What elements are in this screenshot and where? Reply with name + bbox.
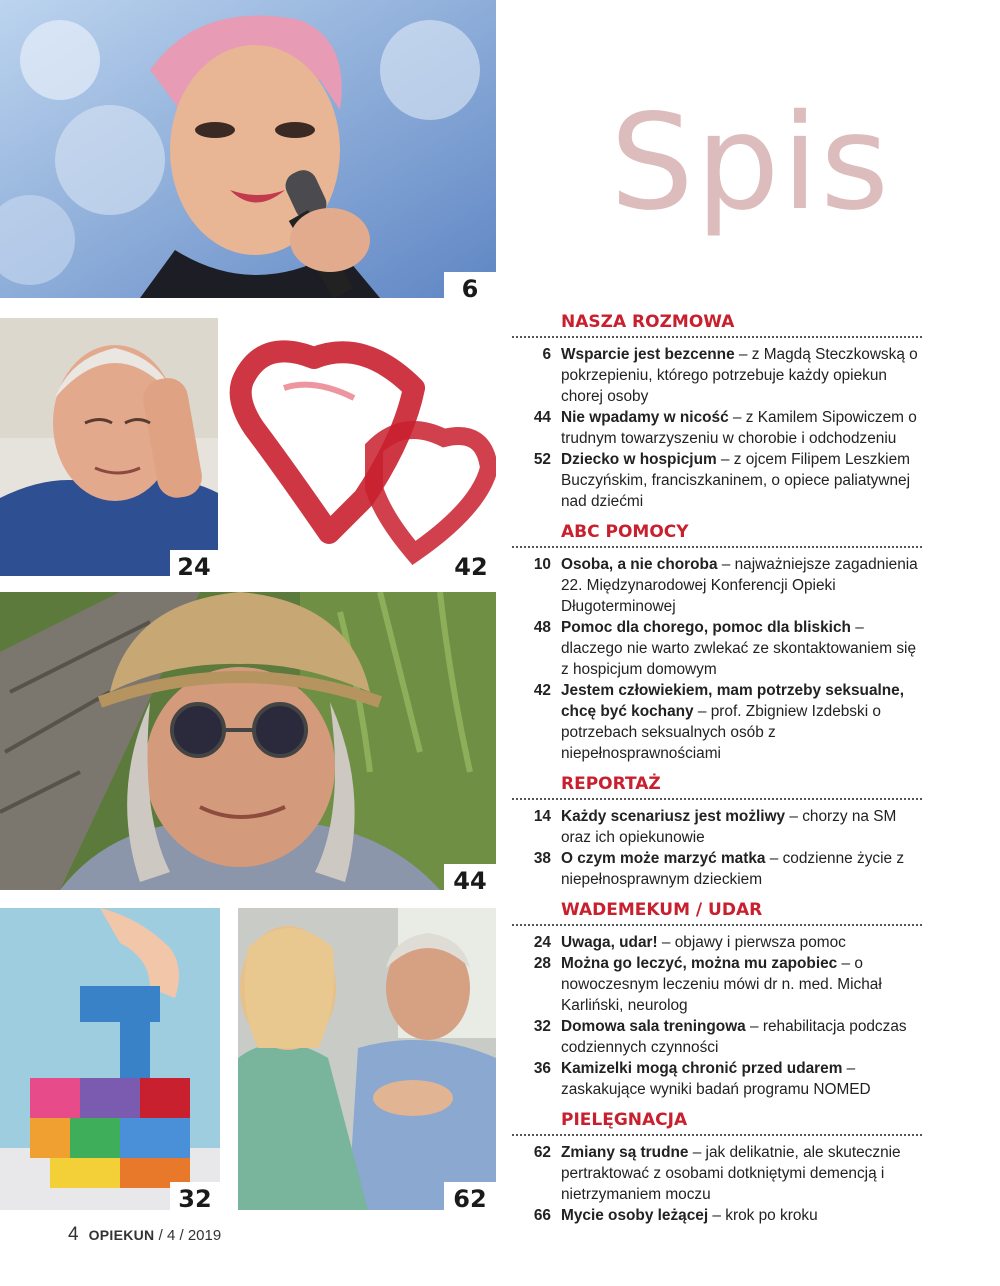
entry-page: 44 xyxy=(533,409,551,426)
toc-entry[interactable] xyxy=(512,617,922,680)
page-label-32: 32 xyxy=(170,1182,220,1216)
photo-caregiver-with-patient xyxy=(238,908,496,1210)
dotted-divider xyxy=(512,336,922,338)
entry-page: 14 xyxy=(533,808,551,825)
toc-entry[interactable] xyxy=(512,848,922,890)
table-of-contents xyxy=(512,310,922,1234)
entry-page: 24 xyxy=(533,934,551,951)
entry-title: Pomoc dla chorego, pomoc dla bliskich xyxy=(561,619,851,636)
entry-title: Nie wpadamy w nicość xyxy=(561,409,729,426)
page-label-42: 42 xyxy=(446,550,496,584)
page-label-44: 44 xyxy=(444,864,496,898)
toc-entry[interactable] xyxy=(512,449,922,512)
section-abc-pomocy xyxy=(512,520,922,764)
page-footer xyxy=(68,1224,221,1246)
page-label-24: 24 xyxy=(170,550,218,584)
entry-title: Każdy scenariusz jest możliwy xyxy=(561,808,786,825)
entry-page: 48 xyxy=(533,619,551,636)
toc-entry[interactable] xyxy=(512,1016,922,1058)
toc-entry[interactable] xyxy=(512,953,922,1016)
entry-title: Osoba, a nie choroba xyxy=(561,556,718,573)
entry-title: Jestem człowiekiem, mam potrzeby seksualne, chcę być kochany xyxy=(561,682,905,720)
photo-painted-heart xyxy=(224,318,496,576)
entry-title: Zmiany są trudne xyxy=(561,1144,689,1161)
entry-description: – objawy i pierwsza pomoc xyxy=(657,934,846,951)
entry-page: 36 xyxy=(533,1060,551,1077)
entry-description: – najważniejsze zagadnienia 22. Międzynarodowej Konferencji Opieki Długoterminowej xyxy=(561,556,918,615)
toc-entry[interactable] xyxy=(512,554,922,617)
entry-title: Mycie osoby leżącej xyxy=(561,1207,709,1224)
entry-page: 38 xyxy=(533,850,551,867)
toc-entry[interactable] xyxy=(512,680,922,764)
section-reportaz xyxy=(512,772,922,890)
footer-page-number: 4 xyxy=(68,1224,79,1245)
footer-issue: / 4 / xyxy=(154,1227,188,1244)
entry-title: Można go leczyć, można mu zapobiec xyxy=(561,955,838,972)
toc-entry[interactable] xyxy=(512,407,922,449)
toc-entry[interactable] xyxy=(512,932,922,953)
section-pielegnacja xyxy=(512,1108,922,1226)
entry-page: 66 xyxy=(533,1207,551,1224)
entry-title: Domowa sala treningowa xyxy=(561,1018,746,1035)
entry-description: – krok po kroku xyxy=(708,1207,818,1224)
entry-description: – codzienne życie z niepełnosprawnym dzieckiem xyxy=(561,850,905,888)
entry-description: – jak delikatnie, ale skutecznie pertraktować z osobami dotkniętymi demencją i nietrzymaniem moczu xyxy=(561,1144,901,1203)
entry-title: Uwaga, udar! xyxy=(561,934,658,951)
section-heading: WADEMEKUM / UDAR xyxy=(561,900,763,920)
entry-description: – z ojcem Filipem Leszkiem Buczyńskim, franciszkaninem, o opiece paliatywnej nad dziećmi xyxy=(561,451,911,510)
entry-page: 32 xyxy=(533,1018,551,1035)
photo-puzzle-cube xyxy=(0,908,220,1210)
entry-description: – z Magdą Steczkowską o pokrzepieniu, którego potrzebuje każdy opiekun chorej osoby xyxy=(561,346,918,405)
footer-magazine-name: OPIEKUN xyxy=(88,1227,155,1243)
entry-title: Dziecko w hospicjum xyxy=(561,451,717,468)
toc-entry[interactable] xyxy=(512,1142,922,1205)
entry-description: – o nowoczesnym leczeniu mówi dr n. med. Michał Karliński, neurolog xyxy=(561,955,882,1014)
toc-entry[interactable] xyxy=(512,806,922,848)
entry-description: – dlaczego nie warto zwlekać ze skontaktowaniem się z hospicjum domowym xyxy=(561,619,917,678)
entry-description: – z Kamilem Sipowiczem o trudnym towarzyszeniu w chorobie i odchodzeniu xyxy=(561,409,917,447)
dotted-divider xyxy=(512,1134,922,1136)
section-heading: ABC POMOCY xyxy=(561,522,689,542)
section-heading: PIELĘGNACJA xyxy=(561,1110,688,1130)
toc-entry[interactable] xyxy=(512,1058,922,1100)
entry-page: 42 xyxy=(533,682,551,699)
entry-page: 62 xyxy=(533,1144,551,1161)
entry-page: 52 xyxy=(533,451,551,468)
page-label-62: 62 xyxy=(444,1182,496,1216)
page-title: Spis xyxy=(610,86,892,240)
footer-year: 2019 xyxy=(187,1227,222,1244)
entry-page: 10 xyxy=(533,556,551,573)
dotted-divider xyxy=(512,798,922,800)
section-nasza-rozmowa xyxy=(512,310,922,512)
photo-singer xyxy=(0,0,496,298)
section-wademekum-udar xyxy=(512,898,922,1100)
photo-man-straw-hat xyxy=(0,592,496,890)
page-label-6: 6 xyxy=(444,272,496,306)
toc-entry[interactable] xyxy=(512,1205,922,1226)
entry-page: 28 xyxy=(533,955,551,972)
entry-title: Kamizelki mogą chronić przed udarem xyxy=(561,1060,843,1077)
entry-description: – chorzy na SM oraz ich opiekunowie xyxy=(561,808,897,846)
photo-elderly-man-headache xyxy=(0,318,218,576)
dotted-divider xyxy=(512,924,922,926)
section-heading: NASZA ROZMOWA xyxy=(561,312,735,332)
dotted-divider xyxy=(512,546,922,548)
entry-description: – zaskakujące wyniki badań programu NOMED xyxy=(561,1060,871,1098)
entry-description: – rehabilitacja podczas codziennych czynności xyxy=(561,1018,907,1056)
entry-title: Wsparcie jest bezcenne xyxy=(561,346,735,363)
section-heading: REPORTAŻ xyxy=(561,774,661,794)
toc-entry[interactable] xyxy=(512,344,922,407)
entry-description: – prof. Zbigniew Izdebski o potrzebach seksualnych osób z niepełnosprawnościami xyxy=(561,703,881,762)
entry-title: O czym może marzyć matka xyxy=(561,850,766,867)
entry-page: 6 xyxy=(542,346,551,363)
